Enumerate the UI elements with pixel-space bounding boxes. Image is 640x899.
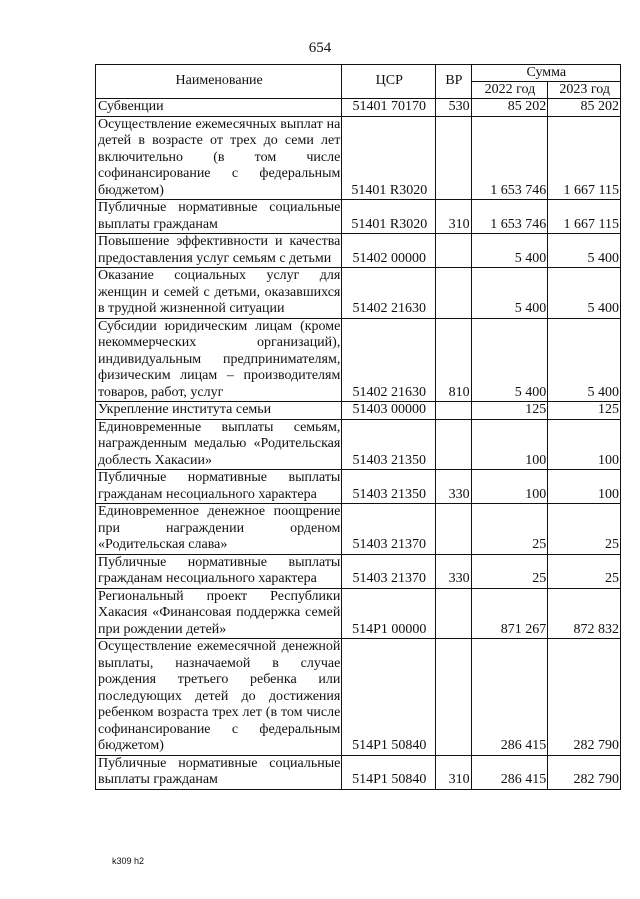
row-sum-2023: 1 667 115 <box>548 116 621 200</box>
row-vr <box>436 116 471 200</box>
row-name: Укрепление института семьи <box>96 402 342 420</box>
row-csr: 51401 R3020 <box>342 116 436 200</box>
row-name: Региональный проект Республики Хакасия «Финансовая поддержка семей при рождении детей» <box>96 588 342 639</box>
row-sum-2022: 286 415 <box>471 639 548 756</box>
row-sum-2022: 25 <box>471 504 548 555</box>
row-csr: 51403 21350 <box>342 470 436 504</box>
row-csr: 51401 70170 <box>342 99 436 117</box>
header-sum: Сумма <box>471 65 620 82</box>
row-csr: 514P1 50840 <box>342 639 436 756</box>
page-number: 654 <box>308 40 332 56</box>
row-csr: 514P1 50840 <box>342 755 436 789</box>
row-sum-2023: 25 <box>548 504 621 555</box>
row-vr: 310 <box>436 200 471 234</box>
table-row <box>96 504 621 555</box>
row-name: Оказание социальных услуг для женщин и семей с детьми, оказавшихся в трудной жизненной ситуации <box>96 268 342 319</box>
table-row <box>96 419 621 470</box>
row-sum-2022: 100 <box>471 470 548 504</box>
row-csr: 514P1 00000 <box>342 588 436 639</box>
row-sum-2023: 282 790 <box>548 639 621 756</box>
header-name: Наименование <box>96 65 342 99</box>
row-csr: 51403 21370 <box>342 504 436 555</box>
table-row <box>96 755 621 789</box>
row-vr <box>436 504 471 555</box>
table-row <box>96 116 621 200</box>
row-vr: 810 <box>436 318 471 402</box>
row-sum-2023: 5 400 <box>548 318 621 402</box>
row-name: Единовременное денежное поощрение при награждении орденом «Родительская слава» <box>96 504 342 555</box>
row-vr: 310 <box>436 755 471 789</box>
row-vr: 330 <box>436 554 471 588</box>
table-row <box>96 200 621 234</box>
row-sum-2022: 286 415 <box>471 755 548 789</box>
row-vr <box>436 268 471 319</box>
row-csr: 51403 21370 <box>342 554 436 588</box>
footer-code: k309 h2 <box>112 856 145 866</box>
row-name: Повышение эффективности и качества предоставления услуг семьям с детьми <box>96 234 342 268</box>
row-name: Публичные нормативные выплаты гражданам несоциального характера <box>96 470 342 504</box>
row-sum-2022: 871 267 <box>471 588 548 639</box>
table-row <box>96 470 621 504</box>
row-vr: 530 <box>436 99 471 117</box>
row-sum-2023: 5 400 <box>548 268 621 319</box>
table-row <box>96 268 621 319</box>
row-sum-2023: 1 667 115 <box>548 200 621 234</box>
row-sum-2022: 85 202 <box>471 99 548 117</box>
row-csr: 51402 21630 <box>342 318 436 402</box>
row-name: Субсидии юридическим лицам (кроме некоммерческих организаций), индивидуальным предпринимателям, физическим лицам – производителям товаров, работ, услуг <box>96 318 342 402</box>
row-sum-2023: 85 202 <box>548 99 621 117</box>
row-vr: 330 <box>436 470 471 504</box>
row-csr: 51401 R3020 <box>342 200 436 234</box>
row-vr <box>436 234 471 268</box>
table-row <box>96 588 621 639</box>
row-csr: 51403 00000 <box>342 402 436 420</box>
row-sum-2022: 25 <box>471 554 548 588</box>
row-sum-2023: 100 <box>548 470 621 504</box>
row-sum-2022: 125 <box>471 402 548 420</box>
row-name: Осуществление ежемесячной денежной выплаты, назначаемой в случае рождения третьего ребенка или последующих детей до достижения ребенком возраста трех лет (в том числе софинансирование с федеральным бюджетом) <box>96 639 342 756</box>
row-csr: 51403 21350 <box>342 419 436 470</box>
row-sum-2022: 1 653 746 <box>471 116 548 200</box>
row-sum-2023: 25 <box>548 554 621 588</box>
row-sum-2023: 5 400 <box>548 234 621 268</box>
table-row <box>96 554 621 588</box>
header-year-2023: 2023 год <box>548 82 621 99</box>
table-row <box>96 234 621 268</box>
row-sum-2022: 5 400 <box>471 318 548 402</box>
row-vr <box>436 419 471 470</box>
row-sum-2022: 5 400 <box>471 234 548 268</box>
row-vr <box>436 588 471 639</box>
row-csr: 51402 21630 <box>342 268 436 319</box>
table-header <box>96 65 621 99</box>
row-sum-2023: 282 790 <box>548 755 621 789</box>
header-year-2022: 2022 год <box>471 82 548 99</box>
header-vr: ВР <box>436 65 471 99</box>
row-sum-2023: 100 <box>548 419 621 470</box>
budget-table <box>95 64 621 790</box>
row-sum-2023: 125 <box>548 402 621 420</box>
row-sum-2022: 100 <box>471 419 548 470</box>
row-vr <box>436 639 471 756</box>
table-row <box>96 402 621 420</box>
table-row <box>96 318 621 402</box>
row-name: Публичные нормативные социальные выплаты гражданам <box>96 200 342 234</box>
row-name: Осуществление ежемесячных выплат на детей в возрасте от трех до семи лет включительно (в том числе софинансирование с федеральным бюджетом) <box>96 116 342 200</box>
row-name: Единовременные выплаты семьям, награжденным медалью «Родительская доблесть Хакасии» <box>96 419 342 470</box>
row-vr <box>436 402 471 420</box>
row-name: Публичные нормативные социальные выплаты гражданам <box>96 755 342 789</box>
row-csr: 51402 00000 <box>342 234 436 268</box>
header-csr: ЦСР <box>342 65 436 99</box>
row-sum-2022: 5 400 <box>471 268 548 319</box>
table-row <box>96 99 621 117</box>
table-body <box>96 99 621 790</box>
row-name: Публичные нормативные выплаты гражданам несоциального характера <box>96 554 342 588</box>
table-row <box>96 639 621 756</box>
row-sum-2023: 872 832 <box>548 588 621 639</box>
row-name: Субвенции <box>96 99 342 117</box>
row-sum-2022: 1 653 746 <box>471 200 548 234</box>
